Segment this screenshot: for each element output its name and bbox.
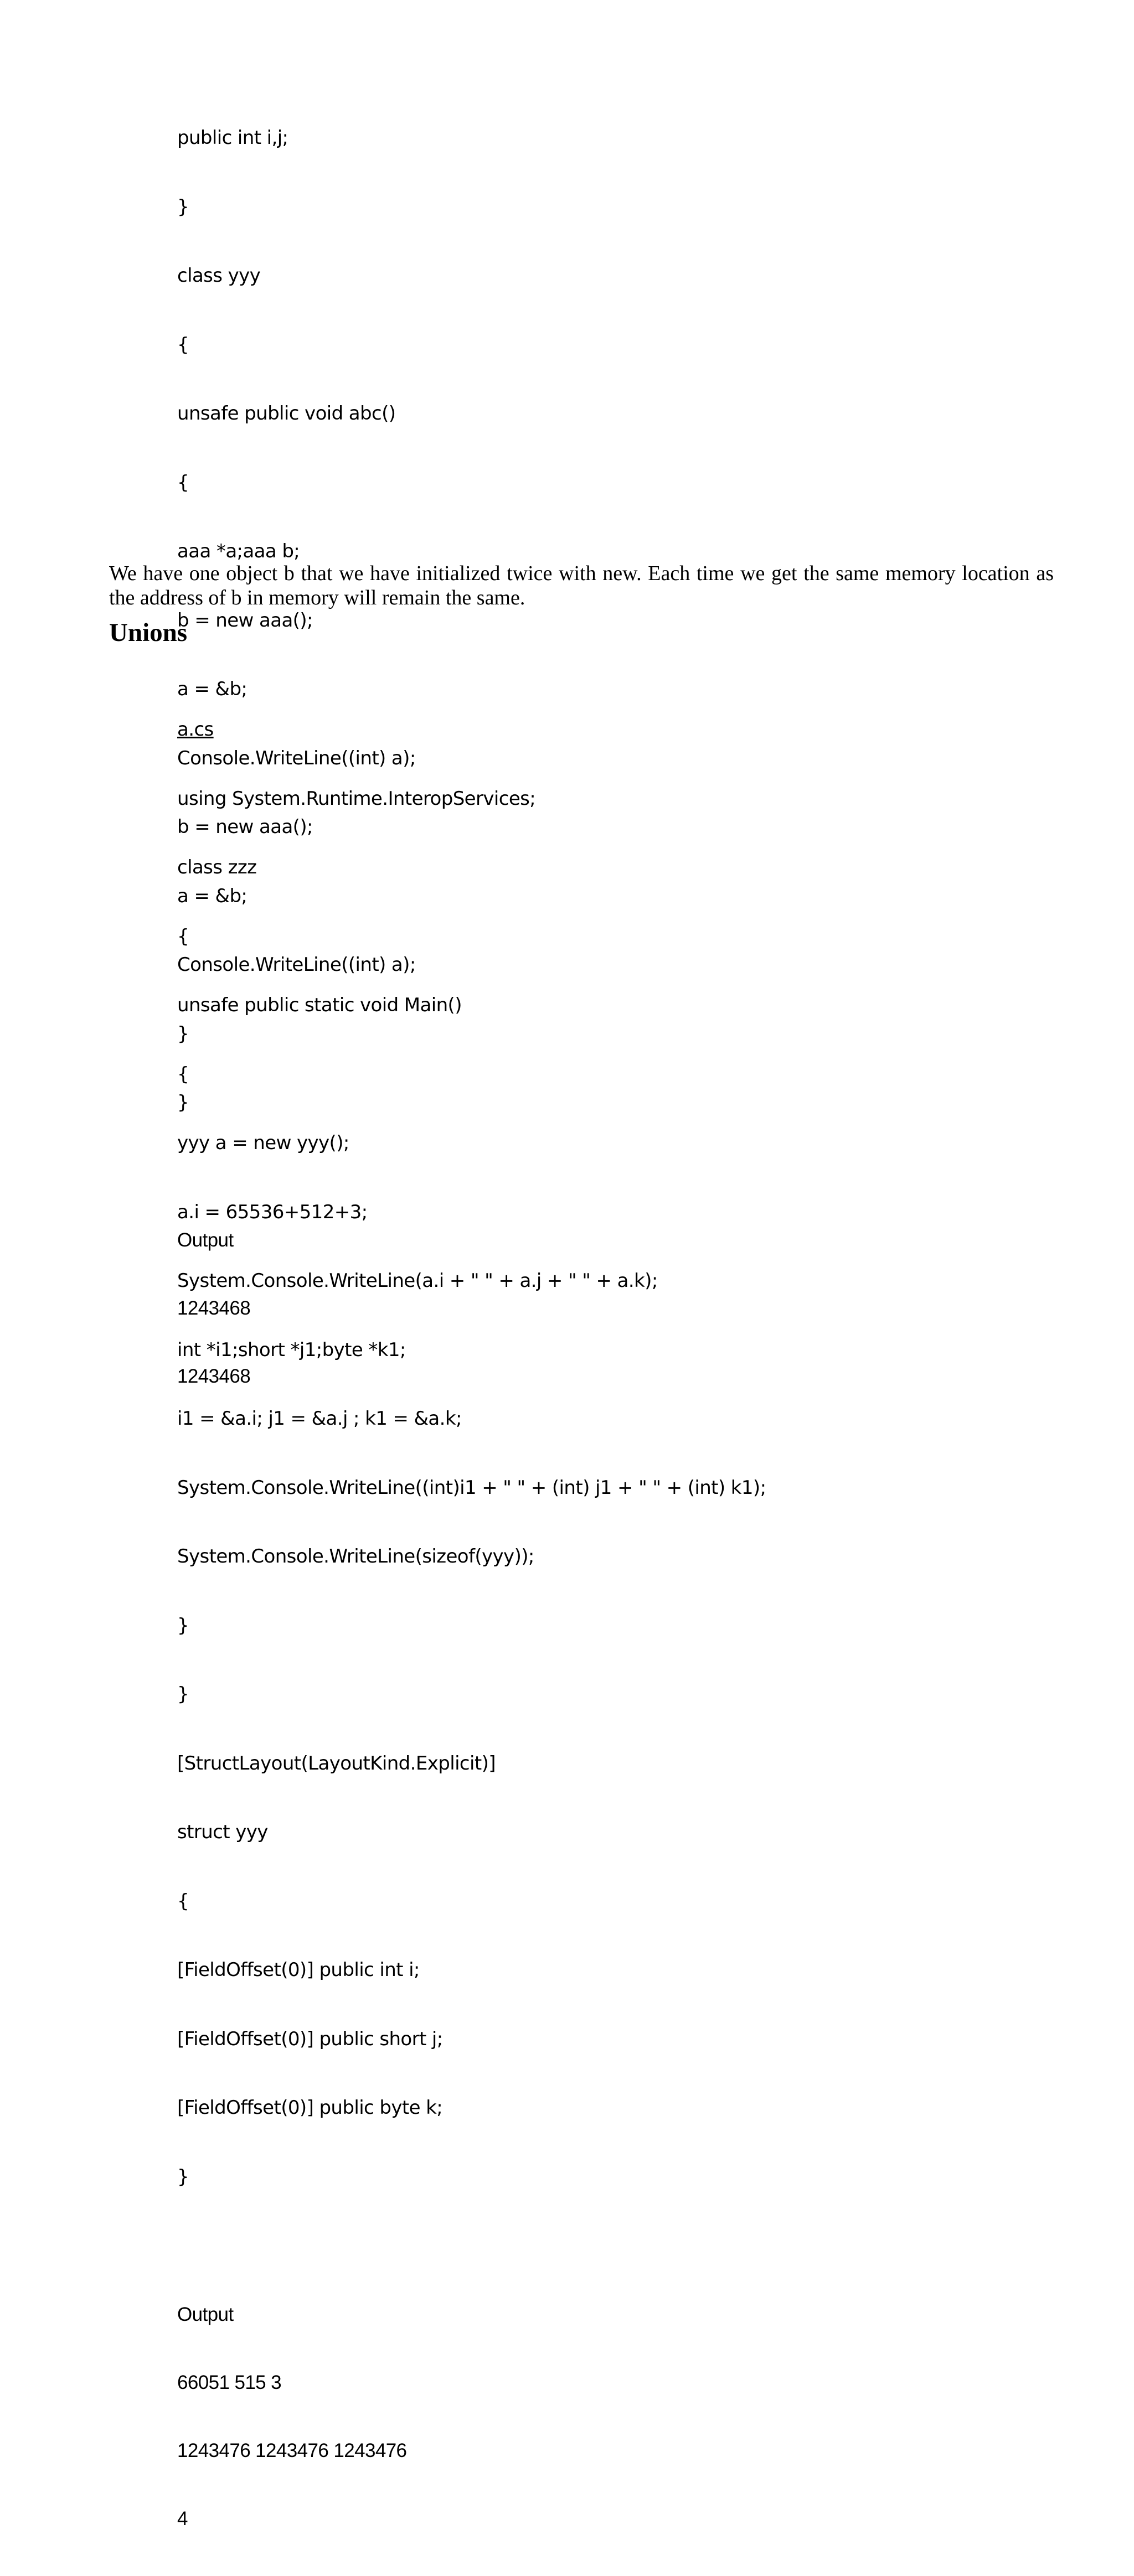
- code-line: }: [177, 1683, 189, 1705]
- code-line: }: [177, 2165, 189, 2188]
- code-line: b = new aaa();: [177, 816, 313, 838]
- code-line: [FieldOffset(0)] public short j;: [177, 2027, 443, 2050]
- blank-line: [177, 2234, 766, 2258]
- output-line: 4: [177, 2507, 188, 2530]
- code-line: unsafe public static void Main(): [177, 994, 462, 1016]
- code-line: System.Console.WriteLine(sizeof(yyy));: [177, 1545, 534, 1568]
- code-line: {: [177, 471, 189, 494]
- code-line: using System.Runtime.InteropServices;: [177, 787, 536, 810]
- output-label: Output: [177, 2303, 234, 2325]
- code-line: b = new aaa();: [177, 609, 313, 632]
- code-line: Console.WriteLine((int) a);: [177, 747, 416, 769]
- code-line: yyy a = new yyy();: [177, 1132, 349, 1154]
- code-line: System.Console.WriteLine((int)i1 + " " + (int) j1 + " " + (int) k1);: [177, 1476, 766, 1499]
- code-line: }: [177, 1614, 189, 1637]
- code-line: aaa *a;aaa b;: [177, 540, 300, 562]
- code-line: unsafe public void abc(): [177, 402, 396, 425]
- code-line: i1 = &a.i; j1 = &a.j ; k1 = &a.k;: [177, 1408, 462, 1430]
- code-line: {: [177, 1890, 189, 1912]
- output-line: 1243468: [177, 1297, 251, 1319]
- output-line: 1243468: [177, 1365, 251, 1387]
- code-line: int *i1;short *j1;byte *k1;: [177, 1338, 406, 1361]
- code-line: [StructLayout(LayoutKind.Explicit)]: [177, 1752, 496, 1775]
- code-line: struct yyy: [177, 1821, 268, 1843]
- code-line: {: [177, 925, 189, 948]
- code-line: a = &b;: [177, 884, 248, 907]
- filename-label: a.cs: [177, 718, 214, 741]
- code-line: }: [177, 1092, 189, 1114]
- code-line: }: [177, 195, 189, 218]
- code-line: System.Console.WriteLine(a.i + " " + a.j + " " + a.k);: [177, 1270, 658, 1292]
- output-label: Output: [177, 1229, 234, 1251]
- code-line: class yyy: [177, 265, 261, 287]
- output-line: 66051 515 3: [177, 2371, 282, 2393]
- code-line: [FieldOffset(0)] public int i;: [177, 1959, 420, 1981]
- code-line: class zzz: [177, 856, 257, 878]
- body-paragraph: We have one object b that we have initialized twice with new. Each time we get the same memory location as the address of b in memory will remain the same.: [109, 562, 1054, 609]
- code-line: a = &b;: [177, 678, 248, 700]
- code-line: {: [177, 333, 189, 356]
- code-line: Console.WriteLine((int) a);: [177, 954, 416, 976]
- section-heading: Unions: [109, 618, 188, 647]
- code-line: }: [177, 1022, 189, 1045]
- code-listing-2: [177, 673, 766, 2576]
- code-line: a.i = 65536+512+3;: [177, 1201, 368, 1223]
- code-line: {: [177, 1063, 189, 1085]
- code-line: public int i,j;: [177, 127, 288, 149]
- output-line: 1243476 1243476 1243476: [177, 2439, 407, 2461]
- code-line: [FieldOffset(0)] public byte k;: [177, 2097, 443, 2119]
